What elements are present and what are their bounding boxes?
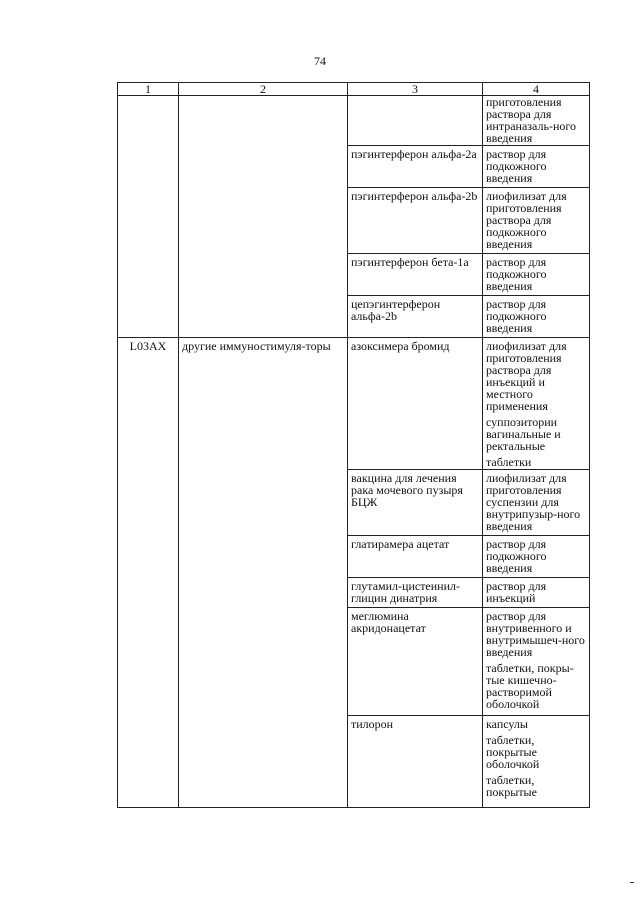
dosage-form-cell [483, 716, 590, 808]
dosage-form-cell [483, 608, 590, 716]
dosage-form: лиофилизат для приготовления суспензии для внутрипузыр-ного введения [486, 471, 581, 533]
drug-cell: вакцина для лечения рака мочевого пузыря БЦЖ [348, 470, 483, 536]
column-header: 1 [118, 83, 179, 96]
column-header: 2 [179, 83, 348, 96]
medication-table [117, 82, 590, 808]
dosage-form-cell [483, 254, 590, 296]
dosage-form-cell [483, 338, 590, 470]
scan-mark [630, 882, 634, 883]
dosage-form: капсулы [486, 717, 528, 731]
dosage-form: раствор для инъекций [486, 579, 547, 605]
dosage-form: раствор для внутривенного и внутримышеч-ного введения [486, 609, 585, 659]
drug-cell: глутамил-цистеинил-глицин динатрия [348, 578, 483, 608]
dosage-form-cell [483, 296, 590, 338]
dosage-form-cell [483, 146, 590, 188]
table-row [118, 338, 590, 470]
dosage-form: таблетки [486, 455, 532, 469]
dosage-form: раствор для подкожного введения [486, 537, 547, 575]
dosage-form: раствор для подкожного введения [486, 147, 547, 185]
atc-code-cell [118, 96, 179, 338]
table-row [118, 96, 590, 146]
table-header-row [118, 83, 590, 96]
dosage-form-cell [483, 96, 590, 146]
column-header: 3 [348, 83, 483, 96]
dosage-form: таблетки, покры-тые кишечно-растворимой оболочкой [486, 661, 574, 711]
column-header: 4 [483, 83, 590, 96]
dosage-form: таблетки, покрытые [486, 773, 537, 799]
drug-cell: пэгинтерферон бета-1a [348, 254, 483, 296]
page-number: 74 [314, 54, 326, 68]
dosage-form: суппозитории вагинальные и ректальные [486, 415, 561, 453]
dosage-form-cell [483, 536, 590, 578]
drug-cell: глатирамера ацетат [348, 536, 483, 578]
drug-cell: пэгинтерферон альфа-2b [348, 188, 483, 254]
dosage-form-cell [483, 578, 590, 608]
dosage-form: раствор для подкожного введения [486, 297, 547, 335]
dosage-form-cell [483, 188, 590, 254]
drug-cell: азоксимера бромид [348, 338, 483, 470]
drug-cell: цепэгинтерферон альфа-2b [348, 296, 483, 338]
dosage-form: лиофилизат для приготовления раствора для инъекций и местного применения [486, 339, 567, 413]
dosage-form-cell [483, 470, 590, 536]
group-name-cell [179, 96, 348, 338]
dosage-form: лиофилизат для приготовления раствора для подкожного введения [486, 189, 567, 251]
drug-cell: пэгинтерферон альфа-2a [348, 146, 483, 188]
dosage-form: таблетки, покрытые оболочкой [486, 733, 540, 771]
drug-cell: меглюмина акридонацетат [348, 608, 483, 716]
dosage-form: раствор для подкожного введения [486, 255, 547, 293]
atc-code-cell: L03AX [118, 338, 179, 808]
group-name-cell: другие иммуностимуля-торы [179, 338, 348, 808]
drug-cell [348, 96, 483, 146]
drug-cell: тилорон [348, 716, 483, 808]
dosage-form: приготовления раствора для интраназаль-ного введения [486, 95, 576, 145]
